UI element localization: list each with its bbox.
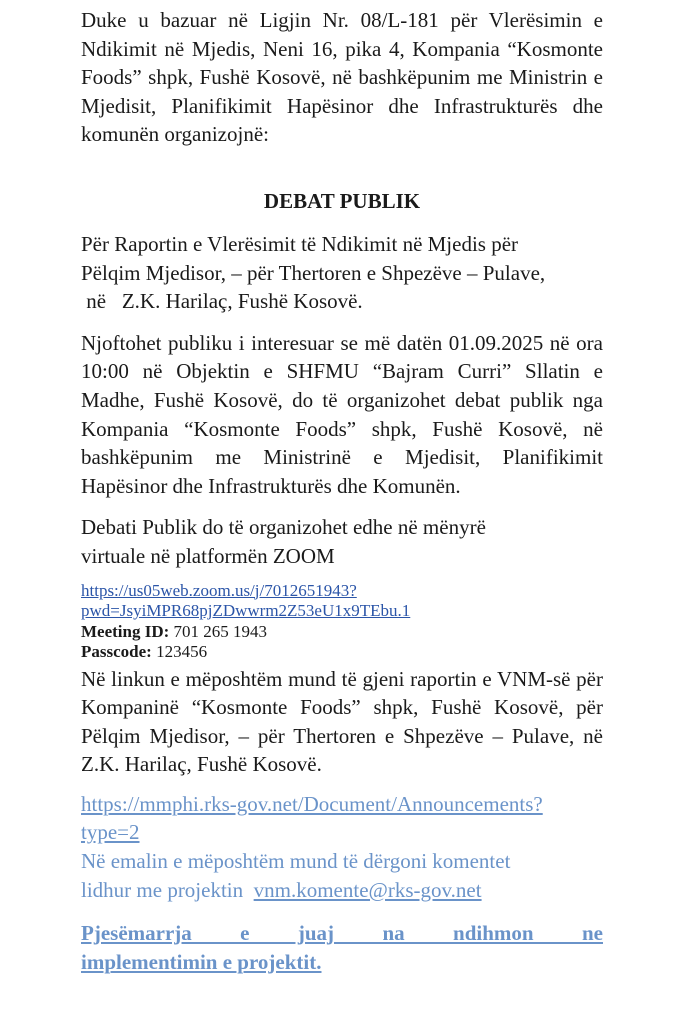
document-title: DEBAT PUBLIK	[263, 188, 421, 213]
meeting-id-label: Meeting ID:	[81, 621, 170, 641]
virtual-paragraph	[81, 513, 603, 570]
zoom-block	[81, 581, 603, 663]
zoom-meeting-link[interactable]	[81, 581, 603, 622]
report-link[interactable]	[81, 790, 603, 847]
virtual-line-1: Debati Publik do të organizohet edhe në mënyrë	[81, 515, 486, 540]
passcode-label: Passcode:	[81, 642, 152, 661]
closing-line-1: Pjesëmarrja e juaj na ndihmon ne	[81, 921, 603, 946]
intro-paragraph: Duke u bazuar në Ligjin Nr. 08/L-181 për Vlerësimin e Ndikimit në Mjedis, Neni 16, pika 4, Kompania “Kosmonte Foods” shpk, Fushë Kosovë, në bashkëpunim me Ministrin e Mjedisit, Planifikimit Hapësinor dhe Infrastrukturës dhe komunën organizojnë:	[81, 8, 603, 147]
closing-link[interactable]	[81, 919, 603, 976]
subject-paragraph	[81, 230, 603, 316]
email-paragraph	[81, 847, 603, 904]
virtual-line-2: virtuale në platformën ZOOM	[81, 543, 335, 568]
meeting-id-row	[81, 622, 603, 643]
email-prefix: lidhur me projektin	[81, 877, 254, 902]
zoom-link-line-2: pwd=JsyiMPR68pjZDwwrm2Z53eU1x9TEbu.1	[81, 601, 411, 620]
document	[81, 6, 603, 976]
closing-line-2: implementimin e projektit.	[81, 949, 322, 974]
meeting-id-value: 701 265 1943	[173, 621, 268, 641]
report-link-line-1: https://mmphi.rks-gov.net/Document/Announcements?	[81, 791, 543, 816]
passcode-value: 123456	[156, 642, 208, 661]
subject-line-3: në Z.K. Harilaç, Fushë Kosovë.	[81, 289, 363, 314]
subject-line-2: Pëlqim Mjedisor, – për Thertoren e Shpezëve – Pulave,	[81, 260, 546, 285]
zoom-link-line-1: https://us05web.zoom.us/j/7012651943?	[81, 580, 357, 600]
passcode-row	[81, 642, 603, 663]
notice-paragraph: Njoftohet publiku i interesuar se më datën 01.09.2025 në ora 10:00 në Objektin e SHFMU “Bajram Curri” Sllatin e Madhe, Fushë Kosovë, do të organizohet debat publik nga Kompania “Kosmonte Foods” shpk, Fushë Kosovë, në bashkëpunim me Ministrinë e Mjedisit, Planifikimit Hapësinor dhe Infrastrukturës dhe Komunën.	[81, 330, 603, 498]
report-link-line-2: type=2	[81, 820, 140, 845]
email-line-1: Në emalin e mëposhtëm mund të dërgoni komentet	[81, 849, 511, 874]
email-address-link[interactable]: vnm.komente@rks-gov.net	[253, 877, 482, 902]
subject-line-1: Për Raportin e Vlerësimit të Ndikimit në Mjedis për	[81, 231, 519, 256]
report-paragraph: Në linkun e mëposhtëm mund të gjeni raportin e VNM-së për Kompaninë “Kosmonte Foods” shpk, Fushë Kosovë, për Pëlqim Mjedisor, – për Thertoren e Shpezëve – Pulave, në Z.K. Harilaç, Fushë Kosovë.	[81, 666, 603, 777]
